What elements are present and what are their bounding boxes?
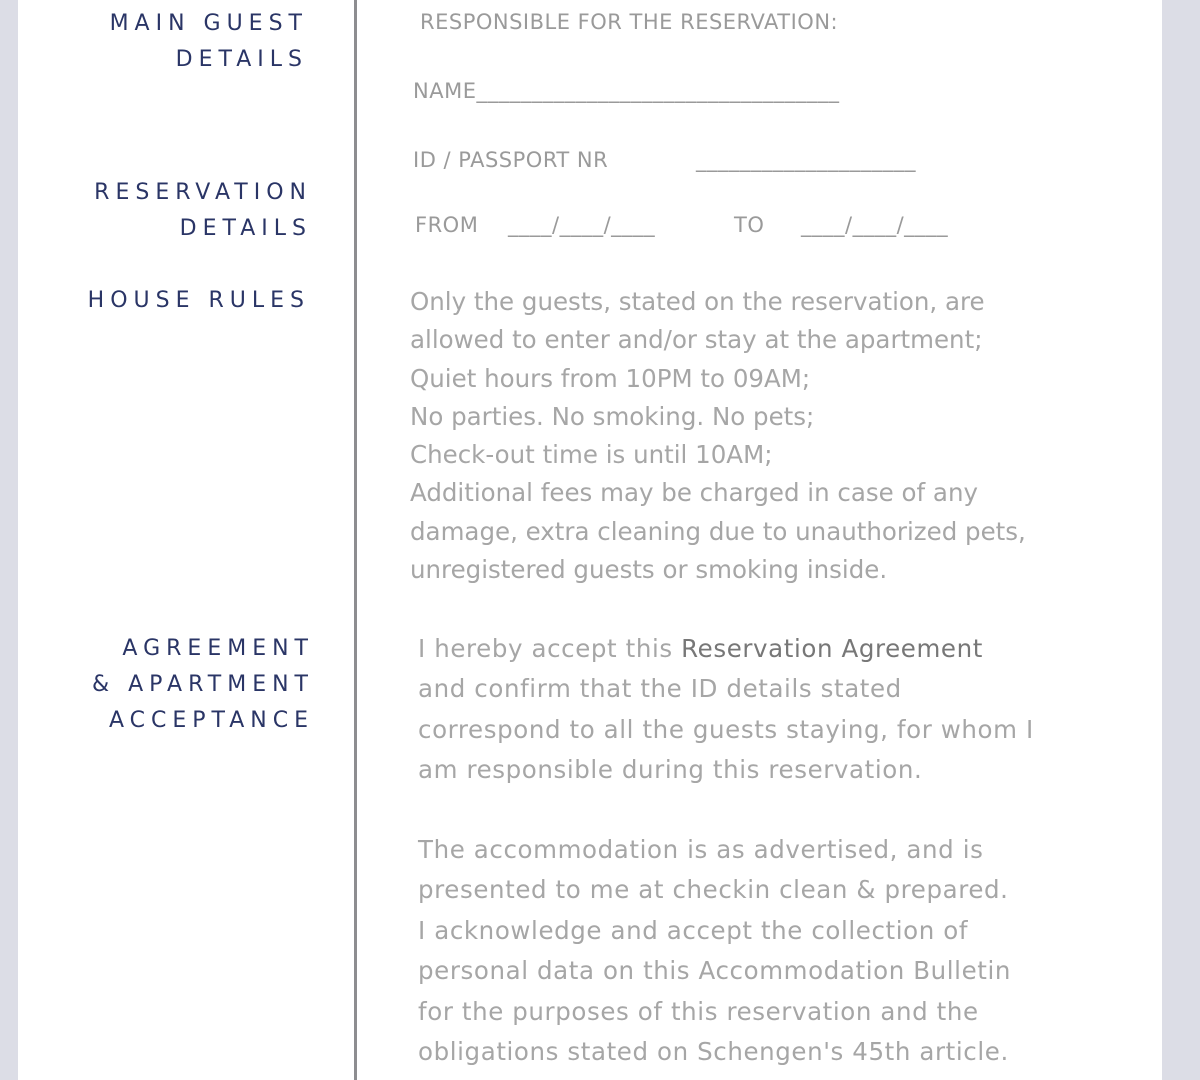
acceptance-line: personal data on this Accommodation Bulletin	[418, 956, 1011, 986]
agreement-line	[418, 629, 1120, 669]
heading-line: HOUSE RULES	[87, 288, 310, 313]
id-passport-field[interactable]: ____________________	[696, 148, 916, 172]
heading-line: DETAILS	[179, 216, 312, 241]
heading-line: & APARTMENT	[91, 672, 314, 697]
house-rules-text	[410, 283, 1122, 589]
agreement-line: am responsible during this reservation.	[418, 755, 923, 785]
acceptance-line: The accommodation is as advertised, and is	[418, 835, 984, 864]
rule-line: No parties. No smoking. No pets;	[410, 401, 815, 431]
column-divider	[354, 0, 357, 1080]
acceptance-paragraph	[418, 830, 1120, 1072]
main-guest-details-heading	[110, 6, 308, 78]
reservation-details-heading	[94, 175, 312, 247]
acceptance-line: presented to me at checkin clean & prepared.	[418, 875, 1009, 905]
rule-line: unregistered guests or smoking inside.	[410, 555, 888, 585]
heading-line: DETAILS	[175, 47, 308, 72]
form-page	[18, 0, 1162, 1080]
house-rules-heading	[88, 283, 310, 319]
rule-line: Additional fees may be charged in case of any	[410, 478, 978, 508]
agreement-heading	[92, 631, 314, 739]
rule-line: Check-out time is until 10AM;	[410, 440, 773, 470]
agreement-intro: I hereby accept this	[418, 634, 673, 663]
heading-line: ACCEPTANCE	[108, 708, 314, 733]
agreement-title: Reservation Agreement	[681, 634, 983, 663]
agreement-paragraph	[418, 629, 1120, 791]
id-passport-label: ID / PASSPORT NR	[413, 148, 609, 172]
rule-line: allowed to enter and/or stay at the apartment;	[410, 325, 983, 355]
rule-line: damage, extra cleaning due to unauthorized pets,	[410, 516, 1026, 546]
rule-line: Quiet hours from 10PM to 09AM;	[410, 363, 811, 393]
from-date-field[interactable]: ____/____/____	[508, 213, 656, 237]
responsible-label: RESPONSIBLE FOR THE RESERVATION:	[420, 10, 839, 34]
heading-line: RESERVATION	[94, 180, 312, 205]
name-field[interactable]: NAME_________________________________	[413, 79, 840, 103]
rule-line: Only the guests, stated on the reservation, are	[410, 287, 985, 316]
to-date-field[interactable]: ____/____/____	[801, 213, 949, 237]
from-label: FROM	[415, 213, 479, 237]
heading-line: MAIN GUEST	[109, 11, 308, 36]
acceptance-line: I acknowledge and accept the collection of	[418, 915, 969, 945]
acceptance-line: for the purposes of this reservation and the	[418, 996, 979, 1026]
to-label: TO	[734, 213, 765, 237]
heading-line: AGREEMENT	[122, 636, 314, 661]
agreement-line: correspond to all the guests staying, for whom I	[418, 714, 1034, 744]
acceptance-line: obligations stated on Schengen's 45th article.	[418, 1037, 1009, 1067]
agreement-line: and confirm that the ID details stated	[418, 674, 902, 704]
